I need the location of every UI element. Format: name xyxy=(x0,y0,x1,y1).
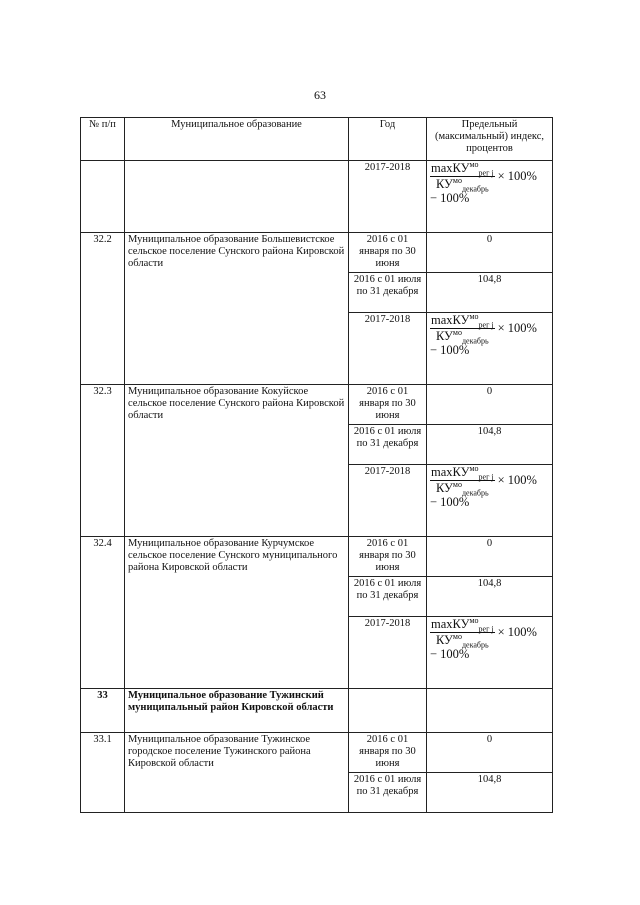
year-cell: 2017-2018 xyxy=(349,617,427,689)
year-cell: 2016 с 01 июля по 31 декабря xyxy=(349,577,427,617)
index-formula: $\frac{\max КУ^{мо}_{рег j}}{КУ^{мо}_{декабрь}}$ × 100% − 100% xyxy=(430,311,537,357)
index-formula: $\frac{\max КУ^{мо}_{рег j}}{КУ^{мо}_{декабрь}}$ × 100% − 100% xyxy=(430,463,537,509)
year-cell: 2016 с 01 января по 30 июня xyxy=(349,733,427,773)
year-cell: 2017-2018 xyxy=(349,161,427,233)
header-year: Год xyxy=(349,118,427,161)
year-cell: 2016 с 01 января по 30 июня xyxy=(349,233,427,273)
table-row xyxy=(81,733,553,773)
index-value: 0 xyxy=(427,733,553,773)
table-row xyxy=(81,161,553,233)
table-row xyxy=(81,689,553,733)
table-row xyxy=(81,385,553,425)
index-value: 104,8 xyxy=(427,773,553,813)
municipality-name: Муниципальное образование Тужинское городское поселение Тужинского района Кировской области xyxy=(125,733,349,813)
municipality-name: Муниципальное образование Курчумское сельское поселение Сунского муниципального района Кировской области xyxy=(125,537,349,689)
tariff-index-table xyxy=(80,117,553,813)
formula-cell xyxy=(427,161,553,233)
year-cell: 2016 с 01 июля по 31 декабря xyxy=(349,425,427,465)
index-formula: $\frac{\max КУ^{мо}_{рег j}}{КУ^{мо}_{декабрь}}$ × 100% − 100% xyxy=(430,615,537,661)
municipality-name: Муниципальное образование Кокуйское сельское поселение Сунского района Кировской области xyxy=(125,385,349,537)
index-value: 104,8 xyxy=(427,425,553,465)
table-row xyxy=(81,537,553,577)
index-formula: $\frac{\max КУ^{мо}_{рег j}}{КУ^{мо}_{декабрь}}$ × 100% − 100% xyxy=(430,159,537,205)
formula-cell xyxy=(427,465,553,537)
municipality-name: Муниципальное образование Большевистское сельское поселение Сунского района Кировской области xyxy=(125,233,349,385)
header-num: № п/п xyxy=(81,118,125,161)
index-value: 0 xyxy=(427,537,553,577)
index-value: 0 xyxy=(427,233,553,273)
row-number: 32.3 xyxy=(81,385,125,537)
year-cell: 2016 с 01 июля по 31 декабря xyxy=(349,273,427,313)
year-cell: 2017-2018 xyxy=(349,313,427,385)
year-cell: 2016 с 01 января по 30 июня xyxy=(349,537,427,577)
index-value: 104,8 xyxy=(427,577,553,617)
municipality-name: Муниципальное образование Тужинский муниципальный район Кировской области xyxy=(125,689,349,733)
header-municipality: Муниципальное образование xyxy=(125,118,349,161)
table-header-row xyxy=(81,118,553,161)
index-value: 0 xyxy=(427,385,553,425)
header-index: Предельный (максимальный) индекс, процентов xyxy=(427,118,553,161)
formula-cell xyxy=(427,617,553,689)
row-number: 32.2 xyxy=(81,233,125,385)
row-number: 33 xyxy=(81,689,125,733)
year-cell: 2016 с 01 июля по 31 декабря xyxy=(349,773,427,813)
table-row xyxy=(81,233,553,273)
year-cell: 2017-2018 xyxy=(349,465,427,537)
year-cell: 2016 с 01 января по 30 июня xyxy=(349,385,427,425)
page-number: 63 xyxy=(314,88,326,102)
row-number: 32.4 xyxy=(81,537,125,689)
row-number: 33.1 xyxy=(81,733,125,813)
index-value: 104,8 xyxy=(427,273,553,313)
formula-cell xyxy=(427,313,553,385)
